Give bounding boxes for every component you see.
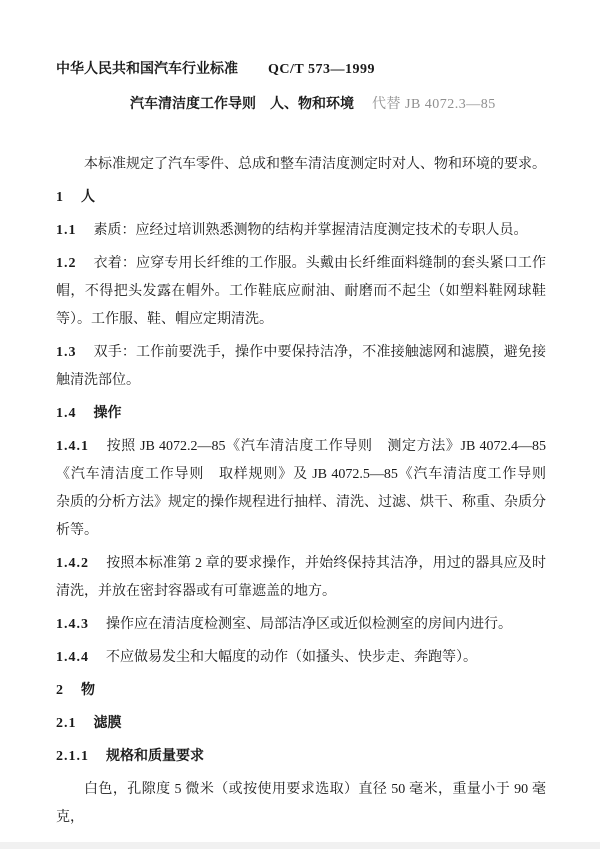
- clause-1-2: [56, 250, 546, 334]
- clause-number: 2.1: [56, 716, 77, 731]
- replaces-note: 代替 JB 4072.3—85: [372, 97, 496, 112]
- clause-title: 滤膜: [93, 716, 122, 731]
- clause-1-3: [56, 339, 546, 395]
- section-title: 人: [81, 190, 95, 205]
- clause-number: 1.3: [56, 345, 77, 360]
- section-title: 物: [81, 683, 95, 698]
- intro-paragraph: 本标准规定了汽车零件、总成和整车清洁度测定时对人、物和环境的要求。: [84, 157, 546, 172]
- clause-text: 衣着：应穿专用长纤维的工作服。头戴由长纤维面料缝制的套头紧口工作帽，不得把头发露在帽外。工作鞋底应耐油、耐磨而不起尘（如塑料鞋网球鞋等）。工作服、鞋、帽应定期清洗。: [56, 256, 546, 327]
- section-heading-2: [56, 677, 546, 705]
- standard-code: QC/T 573—1999: [268, 62, 375, 77]
- clause-text: 按照 JB 4072.2—85《汽车清洁度工作导则 测定方法》JB 4072.4—85《汽车清洁度工作导则 取样规则》及 JB 4072.5—85《汽车清洁度工作导则 杂质的分析方法》规定的操作规程进行抽样、清洗、过滤、烘干、称重、杂质分析等。: [56, 439, 560, 538]
- clause-number: 1.4.4: [56, 650, 89, 665]
- clause-title: 操作: [93, 406, 122, 421]
- clause-number: 1.4.2: [56, 556, 89, 571]
- clause-number: 1.1: [56, 223, 77, 238]
- clause-1-4: [56, 400, 546, 428]
- standard-org-title: 中华人民共和国汽车行业标准: [56, 62, 238, 77]
- clause-title: 规格和质量要求: [106, 749, 204, 764]
- clause-number: 2.1.1: [56, 749, 89, 764]
- clause-1-4-2: [56, 550, 546, 606]
- clause-text: 操作应在清洁度检测室、局部洁净区或近似检测室的房间内进行。: [106, 617, 512, 632]
- clause-1-4-4: [56, 644, 546, 672]
- clause-2-1: [56, 710, 546, 738]
- document-title: 汽车清洁度工作导则 人、物和环境: [130, 97, 354, 112]
- section-number: 2: [56, 683, 64, 698]
- document-title-row: [56, 91, 546, 119]
- clause-number: 1.4: [56, 406, 77, 421]
- clause-2-1-1: [56, 743, 546, 771]
- clause-text: 双手：工作前要洗手，操作中要保持洁净，不准接触滤网和滤膜，避免接触清洗部位。: [56, 345, 546, 388]
- clause-number: 1.4.1: [56, 439, 89, 454]
- clause-text: 素质：应经过培训熟悉测物的结构并掌握清洁度测定技术的专职人员。: [93, 223, 528, 238]
- clause-1-4-1: [56, 433, 560, 545]
- clause-number: 1.2: [56, 256, 77, 271]
- clause-number: 1.4.3: [56, 617, 89, 632]
- clause-1-4-3: [56, 611, 546, 639]
- clause-1-1: [56, 217, 546, 245]
- section-number: 1: [56, 190, 64, 205]
- section-heading-1: [56, 184, 546, 212]
- clause-text: 不应做易发尘和大幅度的动作（如搔头、快步走、奔跑等）。: [106, 650, 477, 665]
- page-bottom-edge: [0, 842, 600, 849]
- standard-header: [56, 56, 546, 84]
- clause-text: 按照本标准第 2 章的要求操作，并始终保持其洁净，用过的器具应及时清洗，并放在密封容器或有可靠遮盖的地方。: [56, 556, 546, 599]
- body-paragraph-filter-spec: 白色，孔隙度 5 微米（或按使用要求选取）直径 50 毫米，重量小于 90 毫克，: [56, 782, 546, 825]
